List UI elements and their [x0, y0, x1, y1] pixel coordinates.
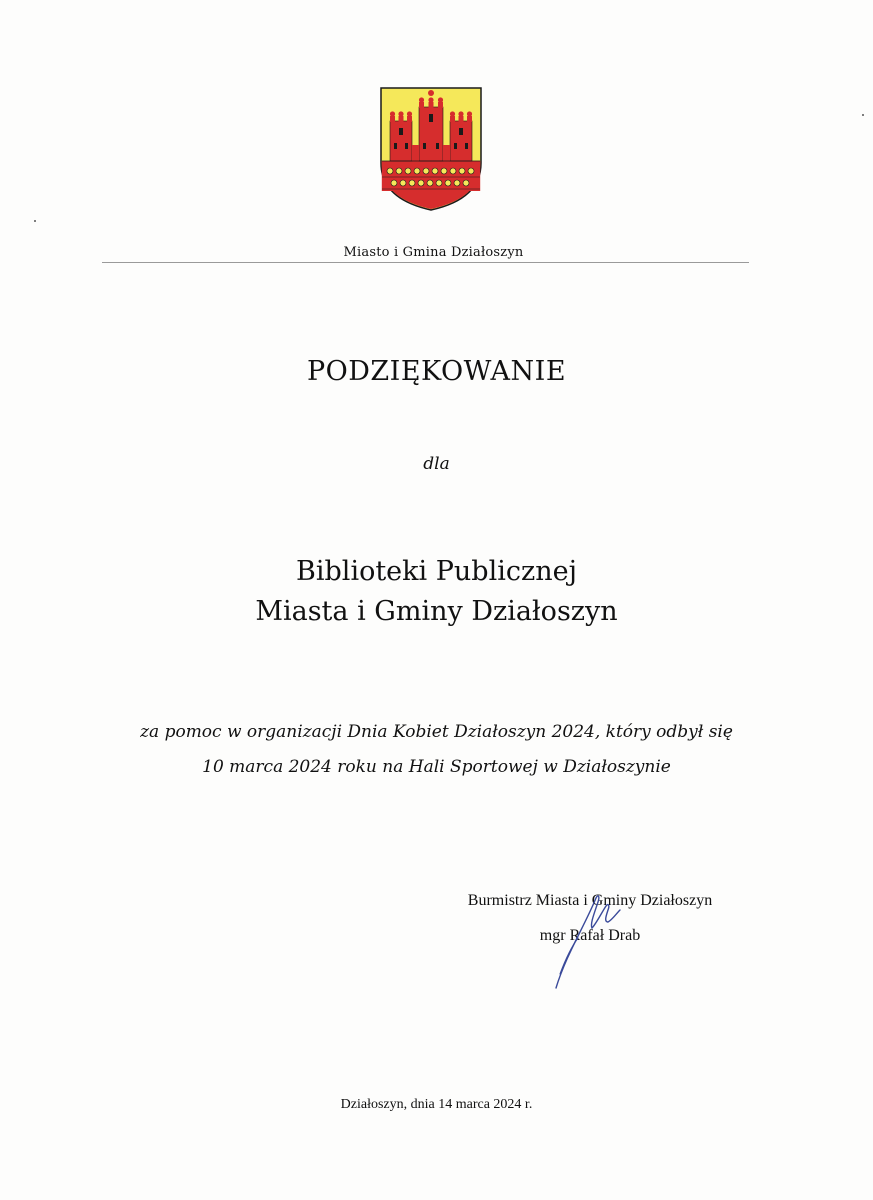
handwritten-signature	[548, 888, 628, 990]
scan-speck	[862, 114, 864, 116]
header-divider	[102, 262, 749, 263]
scan-speck	[34, 220, 36, 222]
reason-block	[0, 715, 873, 785]
organization-name: Miasto i Gmina Działoszyn	[343, 245, 524, 260]
date-line: Działoszyn, dnia 14 marca 2024 r.	[340, 1097, 533, 1112]
recipient-line-2: Miasta i Gminy Działoszyn	[255, 596, 618, 627]
coat-of-arms-icon	[380, 87, 482, 211]
recipient-line-1: Biblioteki Publicznej	[296, 556, 577, 587]
reason-line-1: za pomoc w organizacji Dnia Kobiet Działoszyn 2024, który odbył się	[140, 722, 733, 742]
recipient-block	[0, 552, 873, 632]
document-title: PODZIĘKOWANIE	[306, 356, 567, 387]
organization-header	[0, 245, 873, 260]
preposition-text: dla	[423, 454, 450, 474]
reason-line-2: 10 marca 2024 roku na Hali Sportowej w Działoszynie	[202, 757, 671, 777]
signatory-name: mgr Rafał Drab	[539, 927, 641, 944]
signatory-title: Burmistrz Miasta i Gminy Działoszyn	[467, 892, 713, 909]
